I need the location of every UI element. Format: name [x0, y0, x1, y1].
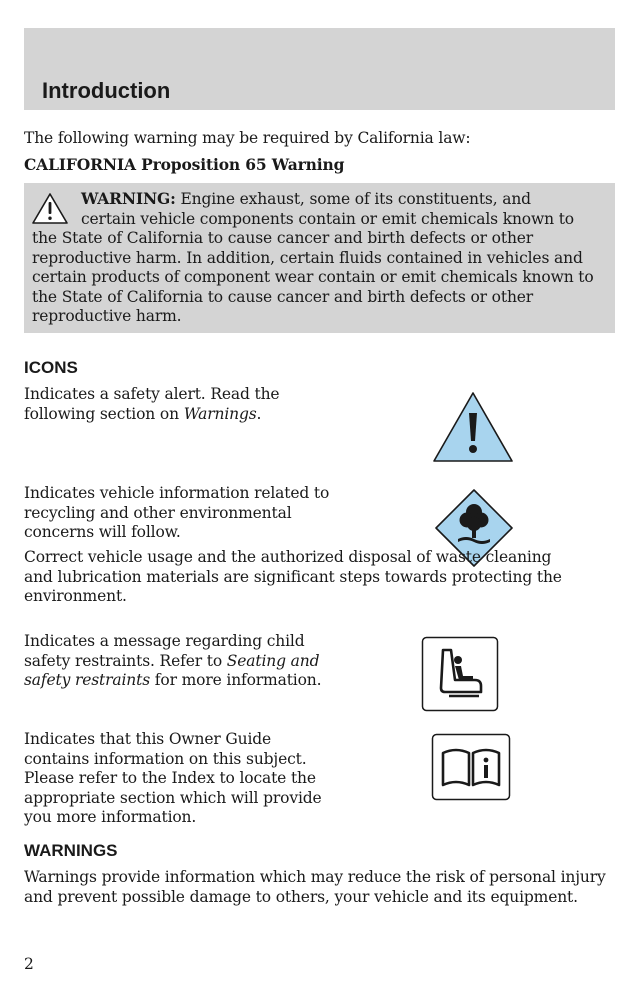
page-title: Introduction [42, 78, 171, 103]
child-seat-icon [421, 636, 499, 712]
warning-label: WARNING: [81, 189, 176, 208]
prop65-warning-box [24, 183, 615, 333]
prop65-warning-text [32, 189, 608, 327]
warnings-description: Warnings provide information which may reduce the risk of personal injury and prevent possible damage to others, your vehicle and its equipment. [24, 868, 606, 906]
owner-guide-description: Indicates that this Owner Guide contains information on this subject. Please refer to the Index to locate the appropriate section which will provide you more information. [24, 730, 322, 826]
icons-heading: ICONS [24, 358, 78, 377]
environment-description: Correct vehicle usage and the authorized disposal of waste cleaning and lubrication materials are significant steps towards protecting the environment. [24, 548, 562, 605]
child-restraint-description [24, 632, 324, 691]
owner-guide-book-icon [431, 733, 511, 801]
warning-line-2: certain vehicle components contain or emit chemicals known to [81, 209, 574, 228]
safety-alert-icon [431, 389, 515, 465]
warnings-heading: WARNINGS [24, 841, 118, 860]
page-number: 2 [24, 955, 34, 973]
seating-reference: Seating and safety restraints [24, 651, 320, 689]
safety-alert-text: Indicates a safety alert. Read the following section on [24, 385, 280, 423]
section-header [24, 28, 615, 110]
warnings-reference: Warnings [183, 404, 257, 423]
intro-text: The following warning may be required by California law: [24, 129, 471, 147]
prop65-title: CALIFORNIA Proposition 65 Warning [24, 155, 345, 174]
child-text-1: Indicates a message regarding child safety restraints. Refer to [24, 632, 305, 670]
recycling-description: Indicates vehicle information related to recycling and other environmental concerns will follow. [24, 484, 330, 541]
child-text-2: for more information. [154, 671, 322, 689]
safety-alert-end: . [256, 404, 262, 423]
warning-body: the State of California to cause cancer and birth defects or other reproductive harm. In addition, certain fluids contained in vehicles and certain products of component wear contain or emit chemicals known to the State of California to cause cancer and birth defects or other reproductive harm. [32, 229, 594, 325]
warning-line-1: Engine exhaust, some of its constituents, and [180, 190, 531, 208]
safety-alert-description [24, 385, 324, 424]
